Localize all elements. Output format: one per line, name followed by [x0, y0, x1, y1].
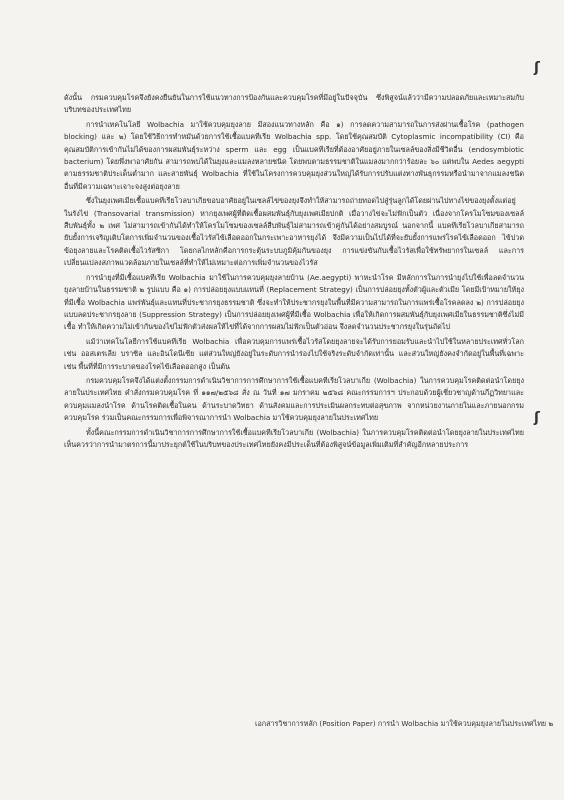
paragraph-4: การนำยุงที่มีเชื้อแบคทีเรีย Wolbachia มาใช้ในการควบคุมยุงลายบ้าน (Ae.aegypti) พาหะนำโรค มีหลักการในการนำยุงไปใช้เพื่อลดจำนวนยุงลายบ้านในธรรมชาติ ๒ รูปแบบ คือ ๑) การปล่อยยุงแบบแทนที่ (Replacement Strategy) เป็นการปล่อยยุงทั้งตัวผู้และตัวเมีย โดยมีเป้าหมายให้ยุงที่มีเชื้อ Wolbachia แพร่พันธุ์และแทนที่ประชากรยุงธรรมชาติ ซึ่งจะทำให้ประชากรยุงในพื้นที่มีความสามารถในการแพร่เชื้อโรคลดลง ๒) การปล่อยยุงแบบลดประชากรยุงลาย (Suppression Strategy) เป็นการปล่อยยุงเพศผู้ที่มีเชื้อ Wolbachia เพื่อให้เกิดการผสมพันธุ์กับยุงเพศเมียในธรรมชาติซึ่งไม่มีเชื้อ ทำให้เกิดความไม่เข้ากันของไข่ไม่ฟักตัวส่งผลให้ไข่ที่ได้จากการผสมไม่ฟักเป็นตัวอ่อน จึงลดจำนวนประชากรยุงในรุ่นถัดไป: [64, 272, 524, 332]
document-body: [64, 92, 524, 453]
paragraph-3: ซึ่งในยุงเพศเมียเชื้อแบคทีเรียโวลบาเกียขอบอาศัยอยู่ในเซลล์ไข่ของยุงจึงทำให้สามารถถ่ายทอดไปสู่รุ่นลูกได้โดยผ่านไปทางไข่ของยุงตั้งแต่อยู่ในรังไข่ (Transovarial transmission) หากยุงเพศผู้ที่ติดเชื้อผสมพันธุ์กับยุงเพศเมียปกติ เมื่อวางไข่จะไม่ฟักเป็นตัว เนื่องจากโครโมโซมของเซลล์สืบพันธุ์ทั้ง ๒ เพศ ไม่สามารถเข้ากันได้ทำให้โครโมโซมของเซลล์สืบพันธุ์ไม่สามารถเข้าคู่กันได้อย่างสมบูรณ์ นอกจากนี้ แบคทีเรียโวลบาเกียสามารถยับยั้งการเจริญเติบโตการเพิ่มจำนวนของเชื้อไวรัสไข้เลือดออกในกระเพาะอาหารยุงได้ จึงมีความเป็นไปได้ที่จะยับยั้งการแพร่โรคไข้เลือดออก ไข้ปวดข้อยุงลายและโรคติดเชื้อไวรัสซิกา โดยกลไกหลักคือการกระตุ้นระบบภูมิคุ้มกันของยุง การแข่งขันกับเชื้อไวรัสเพื่อใช้ทรัพยากรในเซลล์ และการเปลี่ยนแปลงสภาพแวดล้อมภายในเซลล์ที่ทำให้ไม่เหมาะต่อการเพิ่มจำนวนของไวรัส: [64, 196, 524, 268]
paragraph-2: การนำเทคโนโลยี Wolbachia มาใช้ควบคุมยุงลาย มีสองแนวทางหลัก คือ ๑) การลดความสามารถในการส่งผ่านเชื้อโรค (pathogen blocking) และ ๒) โดยใช้วิธีการทำหมันด้วยการใช้เชื้อแบคทีเรีย Wolbachia spp. โดยใช้คุณสมบัติ Cytoplasmic incompatibility (CI) คือ คุณสมบัติการเข้ากันไม่ได้ของการผสมพันธุ์ระหว่าง sperm และ egg เป็นแบคทีเรียที่ต้องอาศัยอยู่ภายในเซลล์ของสิ่งมีชีวิตอื่น (endosymbiotic bacterium) โดยพึ่งพาอาศัยกัน สามารถพบได้ในยุงและแมลงหลายชนิด โดยพบตามธรรมชาติในแมลงมากกว่าร้อยละ ๖๐ แต่พบใน Aedes aegypti ตามธรรมชาติประเด็นต่ำมาก และสายพันธุ์ Wolbachia ที่ใช้ในโครงการควบคุมยุงส่วนใหญ่ได้รับการปรับแต่งทางพันธุกรรมหรือนำมาจากแมลงชนิดอื่นที่มีความเฉพาะเจาะจงสูงต่อยุงลาย: [64, 119, 524, 191]
paragraph-1: ดังนั้น กรมควบคุมโรคจึงยังคงยืนยันในการใช้แนวทางการป้องกันและควบคุมโรคที่มีอยู่ในปัจจุบัน ซึ่งพิสูจน์แล้วว่ามีความปลอดภัยและเหมาะสมกับบริบทของประเทศไทย: [64, 93, 524, 115]
punch-mark-middle: ʃ: [534, 410, 540, 426]
page-footer: เอกสารวิชาการหลัก (Position Paper) การนำ Wolbachia มาใช้ควบคุมยุงลายในประเทศไทย ๒: [255, 719, 554, 728]
paragraph-6: กรมควบคุมโรคจึงได้แต่งตั้งกรรมการดำเนินวิชาการการศึกษาการใช้เชื้อแบคทีเรียโวลบาเกีย (Wolbachia) ในการควบคุมโรคติดต่อนำโดยยุงลายในประเทศไทย คำสั่งกรมควบคุมโรค ที่ ๑๑๗/๒๕๖๘ สั่ง ณ วันที่ ๑๗ มกราคม ๒๕๖๘ คณะกรรมการฯ ประกอบด้วยผู้เชี่ยวชาญด้านกีฏวิทยาและควบคุมแมลงนำโรค ด้านโรคติดเชื้อในคน ด้านระบาดวิทยา ด้านสังคมและการประเมินผลกระทบต่อสุขภาพ จากหน่วยงานภายในและภายนอกกรมควบคุมโรค ร่วมเป็นคณะกรรมการเพื่อพิจารณาการนำ Wolbachia มาใช้ควบคุมยุงลายในประเทศไทย: [64, 375, 524, 423]
paragraph-7: ทั้งนี้คณะกรรมการดำเนินวิชาการการศึกษาการใช้เชื้อแบคทีเรียโวลบาเกีย (Wolbachia) ในการควบคุมโรคติดต่อนำโดยยุงลายในประเทศไทย เห็นควรว่าการนำมาตรการนี้มาประยุกต์ใช้ในบริบทของประเทศไทยยังคงมีประเด็นที่ต้องพิสูจน์ข้อมูลเพิ่มเติมที่สำคัญอีกหลายประการ: [64, 427, 524, 449]
paragraph-5: แม้ว่าเทคโนโลยีการใช้แบคทีเรีย Wolbachia เพื่อควบคุมการแพร่เชื้อไวรัสโดยยุงลายจะได้รับการยอมรับและนำไปใช้ในหลายประเทศทั่วโลก เช่น ออสเตรเลีย บราซิล และอินโดนีเซีย แต่ส่วนใหญ่ยังอยู่ในระดับการนำร่องไปใช้จริงระดับจำกัดเท่านั้น และส่วนใหญ่ยังคงจำกัดอยู่ในพื้นที่เฉพาะ เช่น พื้นที่ที่มีการระบาดของโรคไข้เลือดออกสูง เป็นต้น: [64, 336, 524, 371]
punch-mark-top: ʃ: [534, 60, 540, 76]
